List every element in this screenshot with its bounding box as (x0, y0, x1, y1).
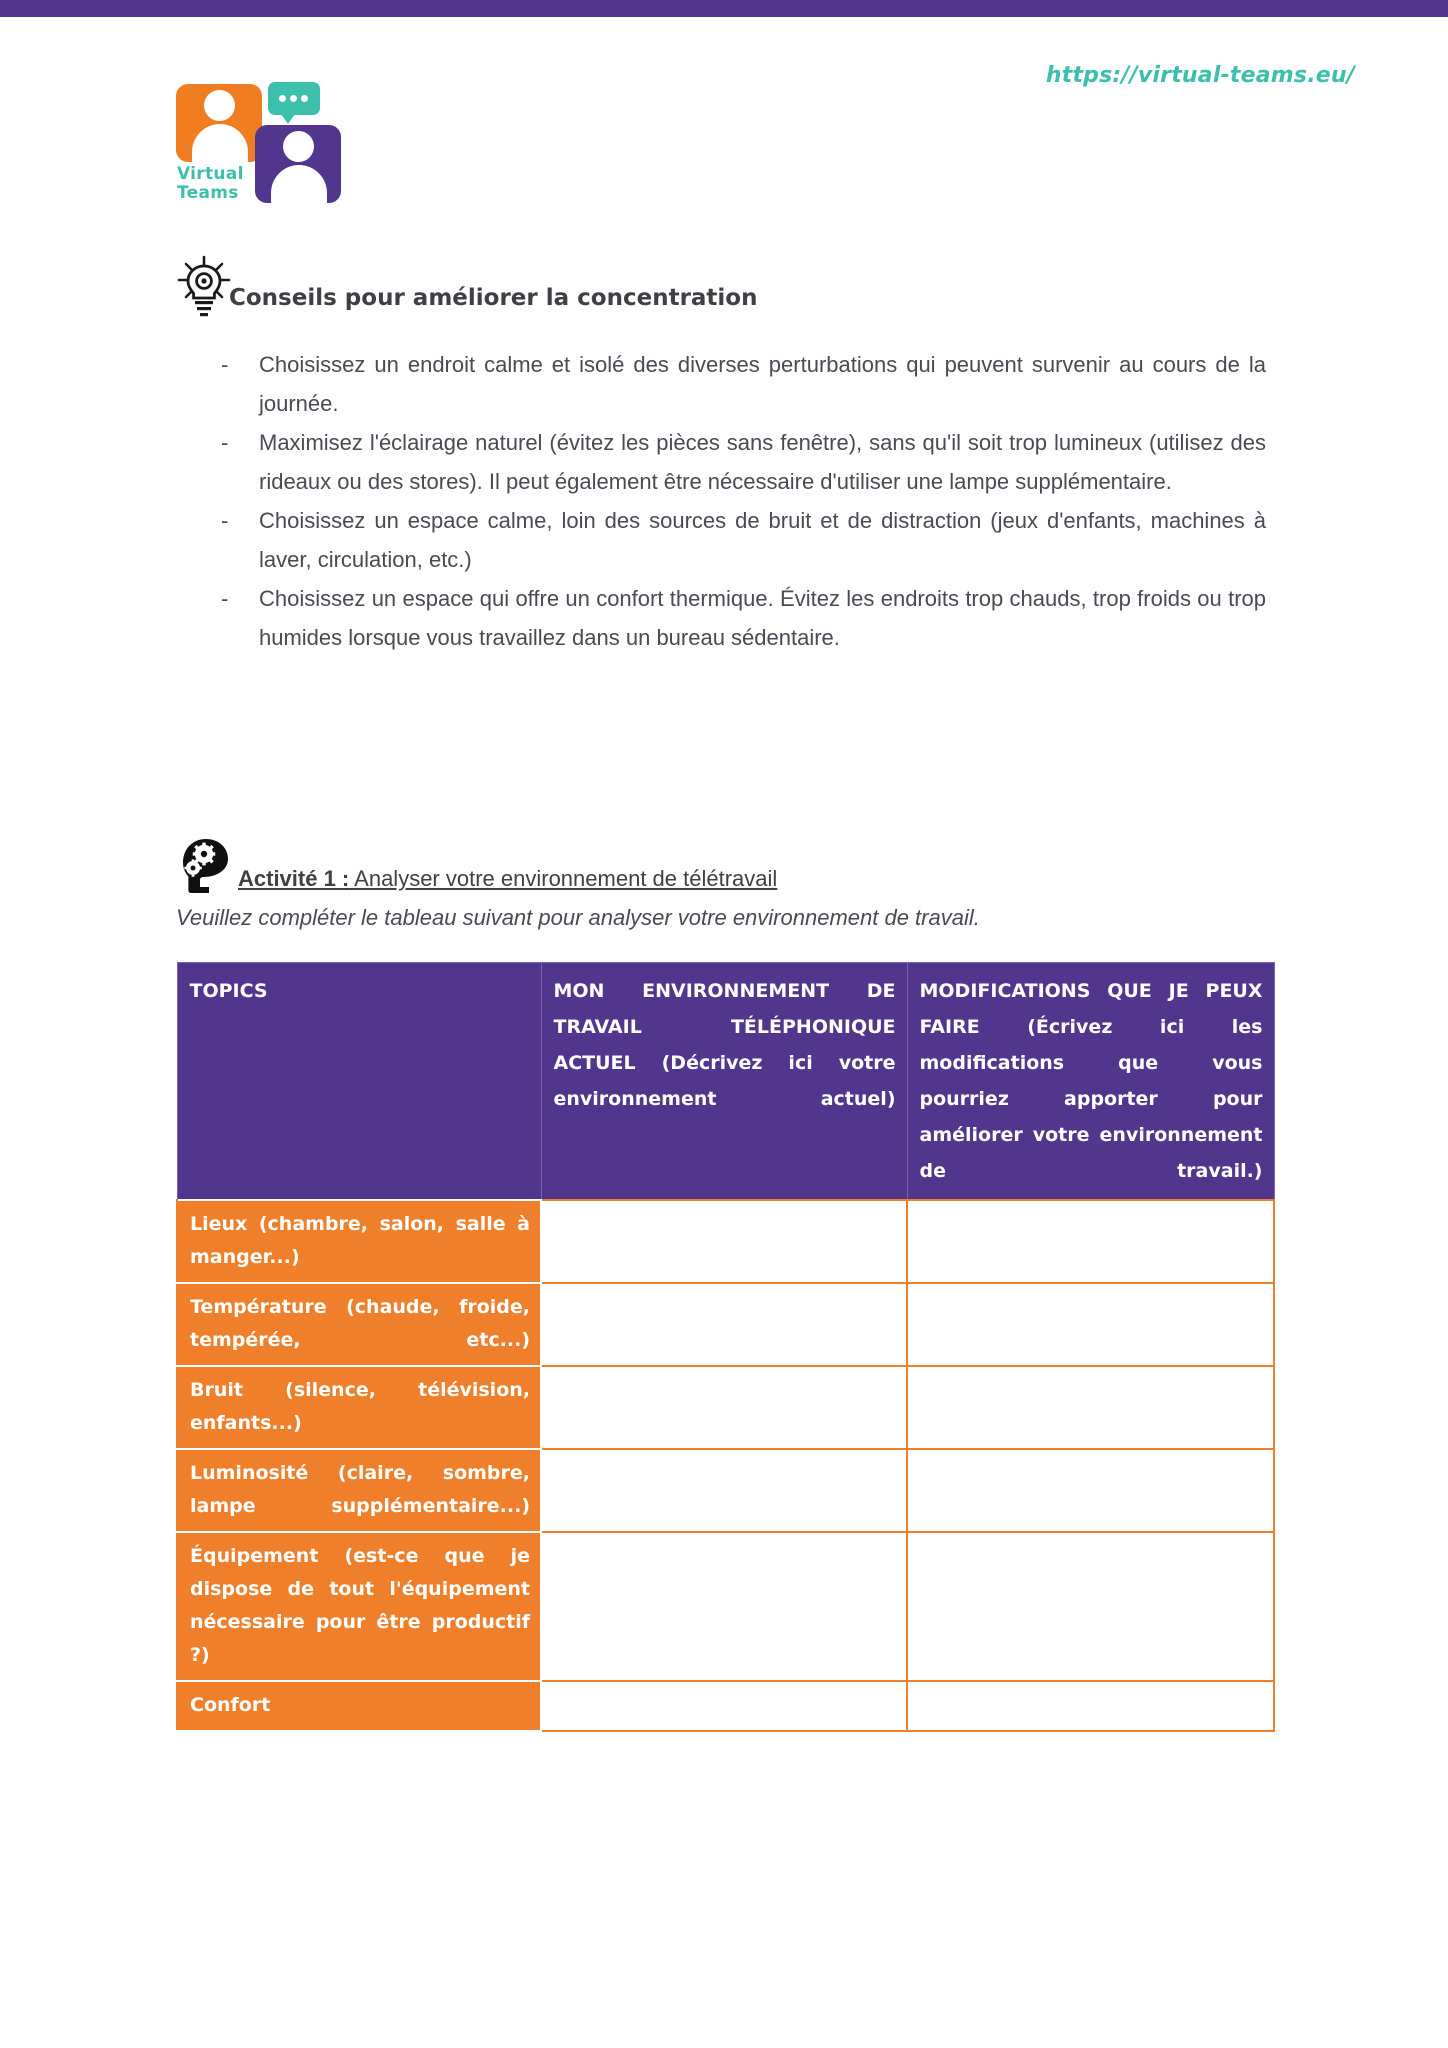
list-item-text: Choisissez un espace calme, loin des sources de bruit et de distraction (jeux d'enfants, machines à laver, circulation, etc.) (259, 508, 1266, 572)
logo-wordmark-line1: Virtual (177, 164, 244, 184)
activity-title-text: Analyser votre environnement de télétravail (349, 866, 778, 891)
chat-bubble-icon (268, 82, 320, 115)
page-title: Conseils pour améliorer la concentration (229, 285, 758, 311)
column-header-modifications: MODIFICATIONS QUE JE PEUX FAIRE (Écrivez ici les modifications que vous pourriez apporter pour améliorer votre environnement de travail.) (907, 963, 1274, 1201)
column-header-topics: TOPICS (177, 963, 541, 1201)
bullet-dash: - (221, 508, 229, 533)
activity-instruction: Veuillez compléter le tableau suivant pour analyser votre environnement de travail. (176, 905, 980, 930)
row-topic-equipement: Équipement (est-ce que je dispose de tout l'équipement nécessaire pour être productif ?) (177, 1532, 541, 1681)
bullet-dash: - (221, 586, 229, 611)
row-current-luminosite[interactable] (541, 1449, 907, 1532)
row-topic-bruit: Bruit (silence, télévision, enfants...) (177, 1366, 541, 1449)
list-item (176, 579, 1276, 657)
row-topic-luminosite: Luminosité (claire, sombre, lampe supplémentaire...) (177, 1449, 541, 1532)
environment-analysis-table (176, 962, 1275, 1732)
top-purple-band (0, 0, 1448, 17)
activity-title (238, 866, 777, 895)
row-topic-confort: Confort (177, 1681, 541, 1731)
activity-label: Activité 1 : (238, 866, 350, 891)
chat-dot (290, 95, 297, 102)
table-row (177, 1200, 1274, 1283)
table-row (177, 1283, 1274, 1366)
list-item (176, 501, 1276, 579)
row-changes-lieux[interactable] (907, 1200, 1274, 1283)
row-current-confort[interactable] (541, 1681, 907, 1731)
head-gears-icon (176, 835, 236, 901)
table-row (177, 1366, 1274, 1449)
row-changes-bruit[interactable] (907, 1366, 1274, 1449)
table-header-row (177, 963, 1274, 1201)
row-topic-lieux: Lieux (chambre, salon, salle à manger...) (177, 1200, 541, 1283)
chat-dot (301, 95, 308, 102)
list-item (176, 345, 1276, 423)
site-url-link[interactable]: https://virtual-teams.eu/ (1045, 63, 1355, 88)
virtual-teams-logo (176, 72, 356, 202)
list-item-text: Choisissez un espace qui offre un confort thermique. Évitez les endroits trop chauds, trop froids ou trop humides lorsque vous travaillez dans un bureau sédentaire. (259, 586, 1266, 650)
row-changes-equipement[interactable] (907, 1532, 1274, 1681)
list-item-text: Maximisez l'éclairage naturel (évitez les pièces sans fenêtre), sans qu'il soit trop lumineux (utilisez des rideaux ou des stores). Il peut également être nécessaire d'utiliser une lampe supplémentaire. (259, 430, 1266, 494)
row-changes-temperature[interactable] (907, 1283, 1274, 1366)
table-row (177, 1532, 1274, 1681)
list-item-text: Choisissez un endroit calme et isolé des diverses perturbations qui peuvent survenir au cours de la journée. (259, 352, 1266, 416)
row-current-temperature[interactable] (541, 1283, 907, 1366)
tips-heading-block (176, 250, 757, 316)
page-header (0, 50, 1448, 203)
row-current-bruit[interactable] (541, 1366, 907, 1449)
bullet-dash: - (221, 430, 229, 455)
bullet-dash: - (221, 352, 229, 377)
row-current-equipement[interactable] (541, 1532, 907, 1681)
row-changes-luminosite[interactable] (907, 1449, 1274, 1532)
chat-dot (279, 95, 286, 102)
activity-heading (176, 820, 1296, 895)
environment-analysis-table-wrapper (176, 962, 1273, 1732)
logo-purple-avatar-head (283, 131, 314, 162)
tips-list (176, 345, 1276, 657)
row-topic-temperature: Température (chaude, froide, tempérée, etc...) (177, 1283, 541, 1366)
logo-wordmark (177, 165, 244, 203)
activity-block (176, 820, 1296, 931)
column-header-current-environment: MON ENVIRONNEMENT DE TRAVAIL TÉLÉPHONIQUE ACTUEL (Décrivez ici votre environnement actuel) (541, 963, 907, 1201)
row-current-lieux[interactable] (541, 1200, 907, 1283)
logo-wordmark-line2: Teams (177, 183, 239, 203)
table-row (177, 1449, 1274, 1532)
logo-orange-avatar-head (204, 90, 235, 121)
lightbulb-gear-icon (176, 254, 232, 320)
table-row (177, 1681, 1274, 1731)
row-changes-confort[interactable] (907, 1681, 1274, 1731)
list-item (176, 423, 1276, 501)
